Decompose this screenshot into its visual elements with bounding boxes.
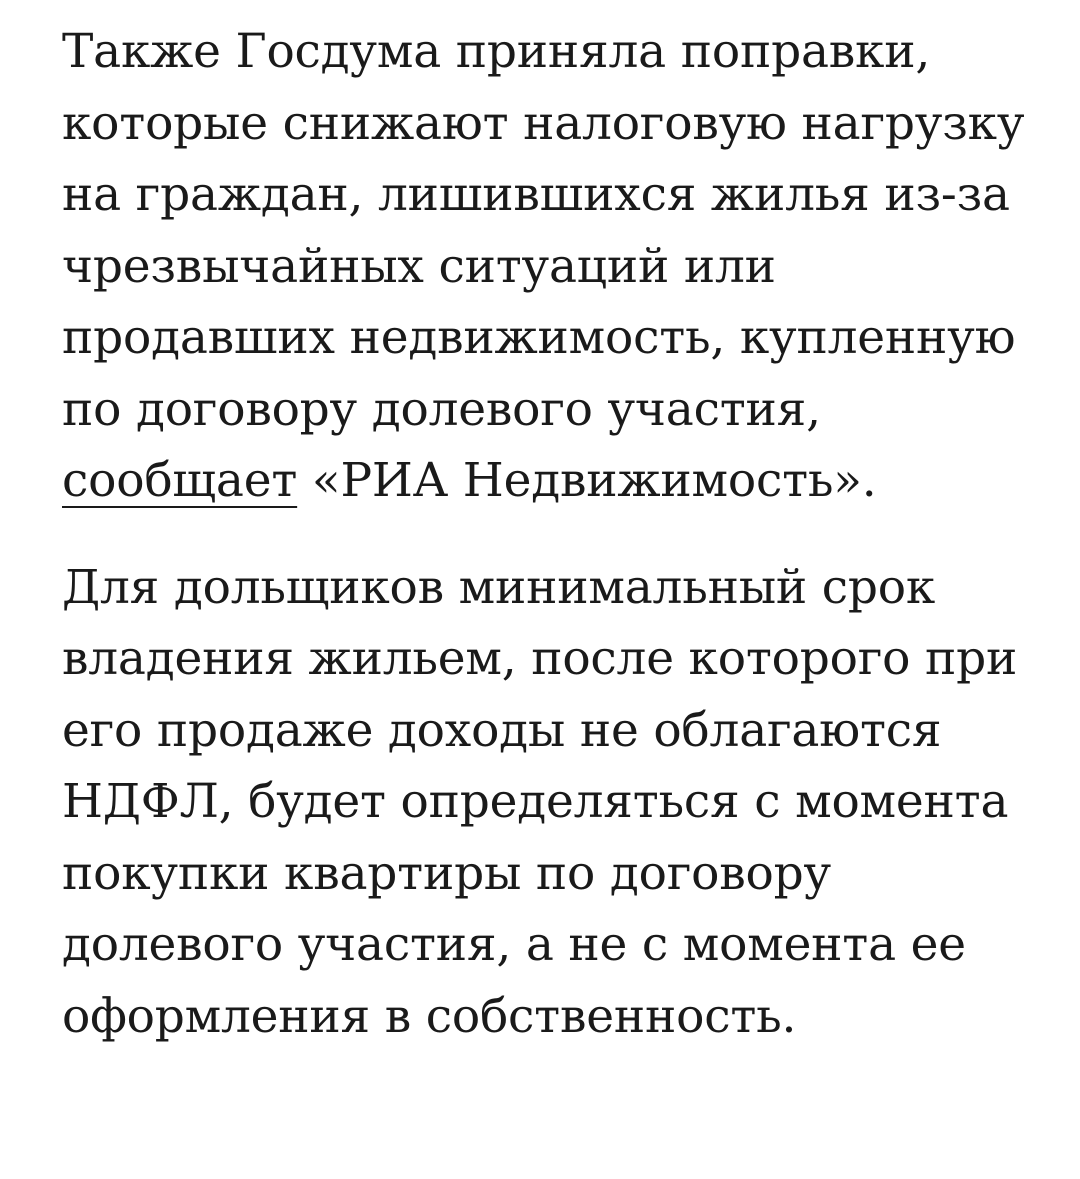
paragraph-2-text: Для дольщиков минимальный срок владения жильем, после которого при его продаже доходы не облагаются НДФЛ, будет определяться с момента покупки квартиры по договору долевого участия, а не с момента ее оформления в собственность. [62, 559, 1018, 1044]
paragraph-1-text-before-link: Также Госдума приняла поправки, которые снижают налоговую нагрузку на граждан, лишившихся жилья из-за чрезвычайных ситуаций или продавших недвижимость, купленную по договору долевого участия, [62, 24, 1025, 437]
paragraph-1-text-after-link: «РИА Недвижимость». [297, 453, 877, 508]
source-link-soobshchaet[interactable]: сообщает [62, 453, 298, 508]
paragraph-duma-amendments [62, 16, 1052, 517]
article-body [62, 16, 1052, 1052]
paragraph-shareholders [62, 552, 1052, 1053]
